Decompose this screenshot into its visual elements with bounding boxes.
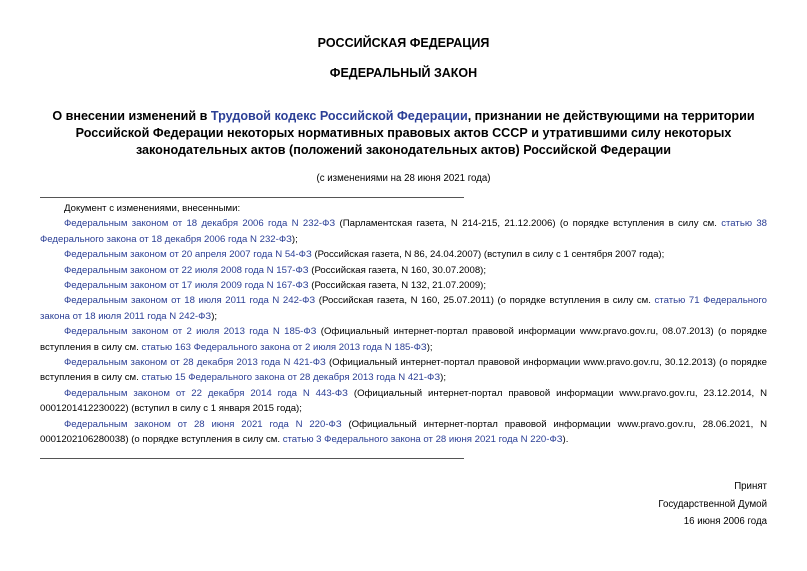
- entry-tail: );: [211, 310, 218, 322]
- history-entry: [40, 293, 767, 324]
- history-intro: Документ с изменениями, внесенными:: [64, 203, 241, 214]
- country-heading: РОССИЙСКАЯ ФЕДЕРАЦИЯ: [317, 36, 490, 50]
- entry-tail: );: [440, 372, 447, 384]
- entry-text: (Официальный интернет-портал правовой информации www.pravo.gov.ru, 30.12.2013) (о порядке вступления в силу см.: [40, 357, 767, 384]
- amendment-link[interactable]: Федеральным законом от 20 апреля 2007 года N 54-ФЗ: [64, 249, 312, 261]
- amendment-link[interactable]: Федеральным законом от 22 декабря 2014 года N 443-ФЗ: [64, 387, 348, 399]
- labor-code-link[interactable]: Трудовой кодекс Российской Федерации: [210, 109, 468, 123]
- amendment-link[interactable]: Федеральным законом от 22 июля 2008 года N 157-ФЗ: [64, 264, 309, 276]
- adoption-block: [658, 478, 767, 531]
- amendment-article-link[interactable]: статью 38 Федерального закона от 18 декабря 2006 года N 232-ФЗ: [40, 218, 767, 245]
- entry-text: (Парламентская газета, N 214-215, 21.12.2006) (о порядке вступления в силу см.: [335, 218, 722, 230]
- entry-tail: );: [291, 233, 298, 245]
- history-entry: [40, 417, 767, 448]
- amendment-link[interactable]: Федеральным законом от 18 декабря 2006 года N 232-ФЗ: [64, 218, 336, 230]
- adoption-body: Государственной Думой: [658, 498, 767, 510]
- adoption-date: 16 июня 2006 года: [683, 516, 767, 527]
- adoption-label: Принят: [734, 481, 767, 492]
- entry-text: (Российская газета, N 160, 25.07.2011) (о порядке вступления в силу см.: [315, 295, 655, 307]
- title-suffix: , признании не действующими на территории Российской Федерации некоторых нормативных правовых актов СССР и утратившими силу некоторых законодательных актов (положений законодательных актов) Российской Федерации: [75, 109, 755, 157]
- amendment-article-link[interactable]: статью 163 Федерального закона от 2 июля 2013 года N 185-ФЗ: [141, 341, 427, 353]
- amendment-article-link[interactable]: статью 71 Федерального закона от 18 июля 2011 года N 242-ФЗ: [40, 295, 767, 322]
- amendment-link[interactable]: Федеральным законом от 17 июля 2009 года N 167-ФЗ: [64, 280, 309, 292]
- history-entry: [40, 247, 767, 262]
- history-entry: [40, 324, 767, 355]
- history-entry: [40, 263, 767, 278]
- history-entry: [40, 386, 767, 417]
- entry-tail: ).: [562, 434, 569, 446]
- divider-top: [40, 197, 464, 198]
- history-entry: [40, 216, 767, 247]
- amendment-article-link[interactable]: статью 3 Федерального закона от 28 июня 2021 года N 220-ФЗ: [282, 434, 563, 446]
- entry-tail: );: [426, 341, 433, 353]
- entry-text: (Официальный интернет-портал правовой информации www.pravo.gov.ru, 23.12.2014, N 0001201412230022) (вступил в силу с 1 января 2015 года);: [40, 387, 768, 415]
- history-entry: [40, 278, 767, 293]
- history-entry: [40, 355, 767, 386]
- title-prefix: О внесении изменений в: [52, 109, 211, 123]
- amendment-link[interactable]: Федеральным законом от 18 июля 2011 года N 242-ФЗ: [64, 295, 316, 307]
- amendment-link[interactable]: Федеральным законом от 2 июля 2013 года N 185-ФЗ: [64, 326, 317, 338]
- amendment-link[interactable]: Федеральным законом от 28 декабря 2013 года N 421-ФЗ: [64, 357, 326, 369]
- document-title: [40, 108, 767, 159]
- entry-text: (Официальный интернет-портал правовой информации www.pravo.gov.ru, 28.06.2021, N 0001202106280038) (о порядке вступления в силу см.: [40, 418, 767, 446]
- amendment-link[interactable]: Федеральным законом от 28 июня 2021 года N 220-ФЗ: [64, 418, 342, 430]
- entry-text: (Российская газета, N 86, 24.04.2007) (вступил в силу с 1 сентября 2007 года);: [311, 249, 665, 261]
- revision-date: (с изменениями на 28 июня 2021 года): [316, 173, 491, 184]
- doc-type-heading: ФЕДЕРАЛЬНЫЙ ЗАКОН: [329, 66, 478, 80]
- entry-text: (Официальный интернет-портал правовой информации www.pravo.gov.ru, 08.07.2013) (о порядке вступления в силу см.: [40, 326, 768, 353]
- entry-text: (Российская газета, N 160, 30.07.2008);: [308, 264, 487, 276]
- entry-text: (Российская газета, N 132, 21.07.2009);: [308, 280, 487, 292]
- amendment-history: [40, 201, 767, 448]
- divider-bottom: [40, 458, 464, 459]
- amendment-article-link[interactable]: статью 15 Федерального закона от 28 декабря 2013 года N 421-ФЗ: [141, 372, 441, 384]
